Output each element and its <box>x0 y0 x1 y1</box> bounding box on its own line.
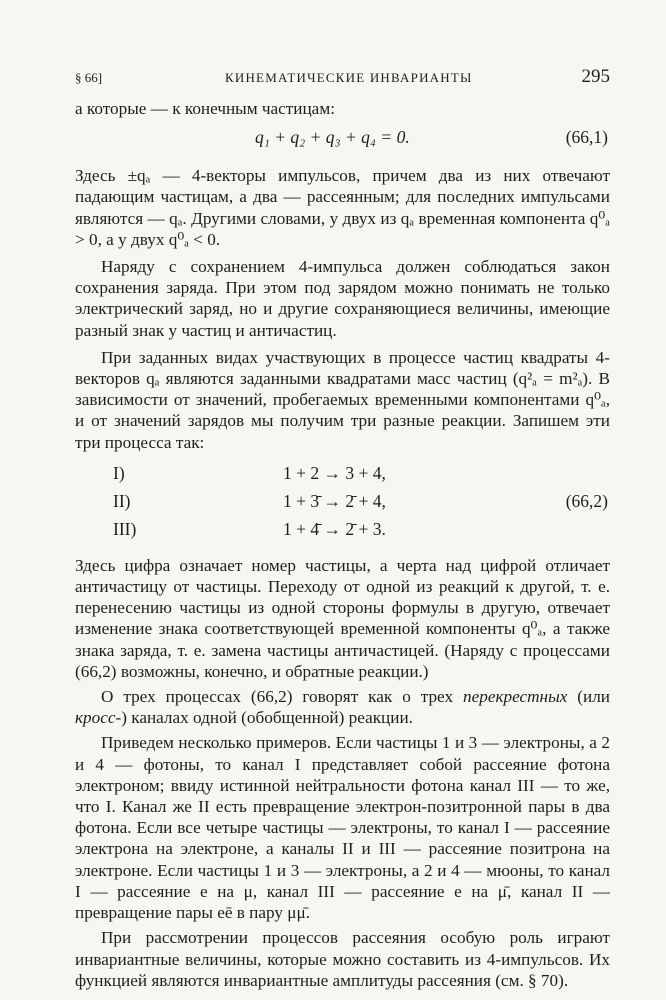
text-run: (или <box>567 687 610 707</box>
reaction-row <box>75 461 610 489</box>
page-number: 295 <box>581 66 610 87</box>
text-run: О трех процессах (66,2) говорят как о трех <box>101 687 464 707</box>
reaction-equation: 1 + 3̄ → 2̄ + 4, <box>283 490 386 511</box>
term-emphasis: перекрестных <box>463 687 568 707</box>
section-ref: § 66] <box>75 70 103 85</box>
reaction-row <box>75 489 610 517</box>
paragraph-examples: Приведем несколько примеров. Если частицы 1 и 3 — электроны, а 2 и 4 — фотоны, то канал I представляет собой рассеяние фотона электроном; ввиду истинной нейтральности фотона канал III — то же, что I. Канал же II есть превращение электрон-позитронной пары в два фотона. Если все четыре частицы — электроны, то канал I — рассеяние электрона на электроне, а каналы II и III — рассеяние позитрона на электроне. Если частицы 1 и 3 — электроны, а 2 и 4 — мюоны, то канал I — рассеяние e на μ, канал III — рассеяние e на μ̄, канал II — превращение пары eē в пару μμ̄. <box>75 733 610 923</box>
equation-66-1 <box>75 125 610 155</box>
book-page <box>75 60 610 991</box>
reaction-label: III) <box>113 518 137 539</box>
reaction-row <box>75 517 610 545</box>
paragraph-invariants: При рассмотрении процессов рассеяния особую роль играют инвариантные величины, которые можно составить из 4-импульсов. Их функцией являются инвариантные амплитуды рассеяния (см. § 70). <box>75 928 610 990</box>
paragraph-charge: Наряду с сохранением 4-импульса должен соблюдаться закон сохранения заряда. При этом под зарядом можно понимать не только электрический заряд, но и другие сохраняющиеся величины, имеющие разный знак у частиц и античастиц. <box>75 257 610 340</box>
equation-number: (66,1) <box>565 127 608 148</box>
reaction-equation: 1 + 2 → 3 + 4, <box>283 462 386 483</box>
reaction-label: II) <box>113 490 131 511</box>
reaction-equation: 1 + 4̄ → 2̄ + 3. <box>283 518 386 539</box>
paragraph-momenta: Здесь ±qₐ — 4-векторы импульсов, причем два из них отвечают падающим частицам, а два — рассеянным; для последних импульсами являются — qₐ. Другими словами, у двух из qₐ временная компонента q⁰ₐ > 0, а у двух q⁰ₐ < 0. <box>75 166 610 249</box>
equation-number: (66,2) <box>565 490 608 511</box>
reactions-66-2 <box>75 461 610 545</box>
paragraph-masses: При заданных видах участвующих в процессе частиц квадраты 4-векторов qₐ являются заданными квадратами масс частиц (q²ₐ = m²ₐ). В зависимости от значений, пробегаемых временными компонентами q⁰ₐ, и от значений зарядов мы получим три разные реакции. Запишем эти три процесса так: <box>75 347 610 452</box>
running-title: КИНЕМАТИЧЕСКИЕ ИНВАРИАНТЫ <box>225 70 473 85</box>
paragraph-intro: а которые — к конечным частицам: <box>75 99 335 118</box>
term-emphasis: кросс- <box>75 708 122 728</box>
equation-expr: q₁ + q₂ + q₃ + q₄ = 0. <box>255 127 410 148</box>
paragraph-crossing <box>75 686 610 728</box>
text-run: ) каналах одной (обобщенной) реакции. <box>121 708 413 728</box>
paragraph-antiparticle: Здесь цифра означает номер частицы, а черта над цифрой отличает античастицу от частицы. Переходу от одной из реакций к другой, т. е. перенесению частицы из одной стороны формулы в другую, отвечает изменение знака соответствующей временной компоненты q⁰ₐ, а также знака заряда, т. е. замена частицы античастицей. (Наряду с процессами (66,2) возможны, конечно, и обратные реакции.) <box>75 555 610 681</box>
running-header <box>75 60 610 90</box>
reaction-label: I) <box>113 462 125 483</box>
